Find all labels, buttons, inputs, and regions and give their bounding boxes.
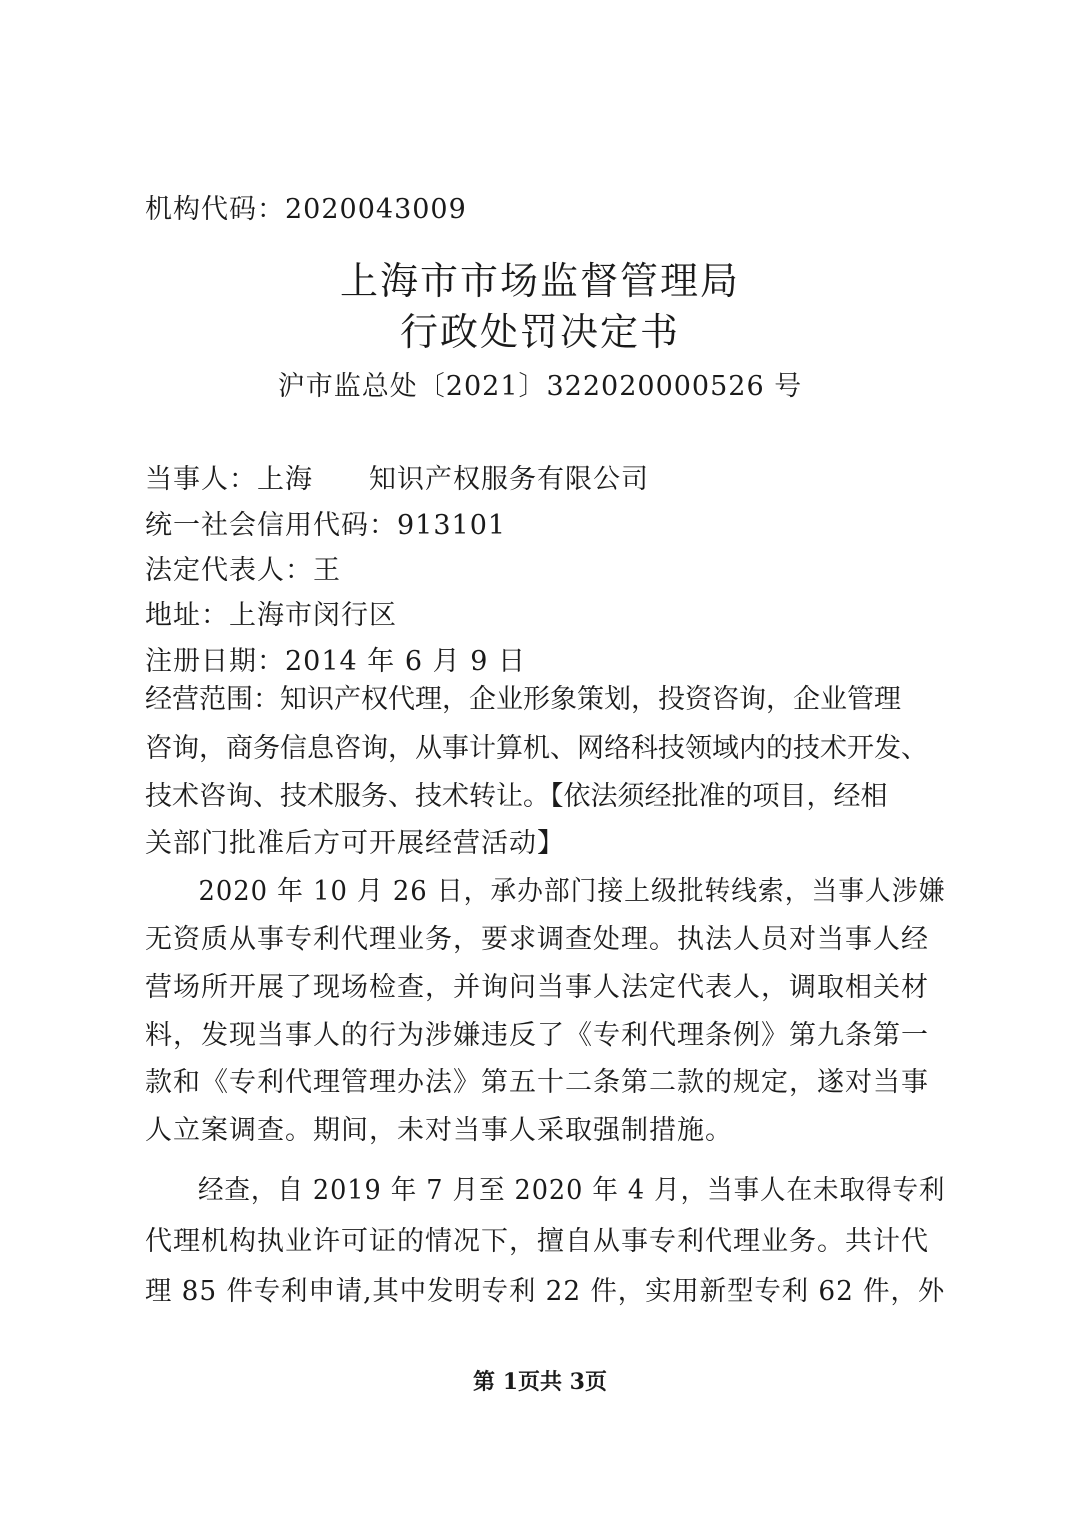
issuer-title: 上海市市场监督管理局	[339, 259, 740, 303]
scope-text: 技术咨询、技术服务、技术转让。【依法须经批准的项目，经相	[145, 781, 888, 812]
document-title: 行政处罚决定书	[399, 310, 680, 354]
credit-code: 统一社会信用代码：913101	[145, 510, 507, 541]
paragraph-line: 无资质从事专利代理业务，要求调查处理。执法人员对当事人经	[145, 924, 929, 955]
scope-line	[145, 780, 945, 814]
paragraph-line: 代理机构执业许可证的情况下，擅自从事专利代理业务。共计代	[145, 1226, 929, 1257]
registration-date: 注册日期：2014 年 6 月 9 日	[145, 646, 526, 677]
org-code: 机构代码：2020043009	[145, 194, 467, 225]
scope-line	[145, 732, 945, 766]
paragraph-line: 人立案调查。期间，未对当事人采取强制措施。	[145, 1115, 733, 1146]
paragraph-line: 营场所开展了现场检查，并询问当事人法定代表人，调取相关材	[145, 972, 929, 1003]
scope-text: 咨询，商务信息咨询，从事计算机、网络科技领域内的技术开发、	[145, 733, 928, 764]
document-number: 沪市监总处〔2021〕322020000526 号	[277, 371, 803, 402]
legal-representative: 法定代表人：王	[145, 555, 341, 586]
paragraph-line: 料，发现当事人的行为涉嫌违反了《专利代理条例》第九条第一	[145, 1020, 929, 1051]
page-number: 第 1页共 3页	[473, 1369, 607, 1395]
party-name: 当事人：上海 知识产权服务有限公司	[145, 464, 649, 495]
paragraph-line: 经查，自 2019 年 7 月至 2020 年 4 月，当事人在未取得专利	[145, 1175, 946, 1206]
scope-text: 经营范围：知识产权代理，企业形象策划，投资咨询，企业管理	[145, 684, 901, 715]
address: 地址：上海市闵行区	[145, 600, 397, 631]
scope-line-last: 关部门批准后方可开展经营活动】	[145, 828, 565, 859]
paragraph-line: 款和《专利代理管理办法》第五十二条第二款的规定，遂对当事	[145, 1067, 929, 1098]
scope-line	[145, 683, 945, 717]
paragraph-line: 2020 年 10 月 26 日，承办部门接上级批转线索，当事人涉嫌	[145, 876, 946, 907]
paragraph-line: 理 85 件专利申请,其中发明专利 22 件，实用新型专利 62 件，外	[145, 1276, 946, 1307]
